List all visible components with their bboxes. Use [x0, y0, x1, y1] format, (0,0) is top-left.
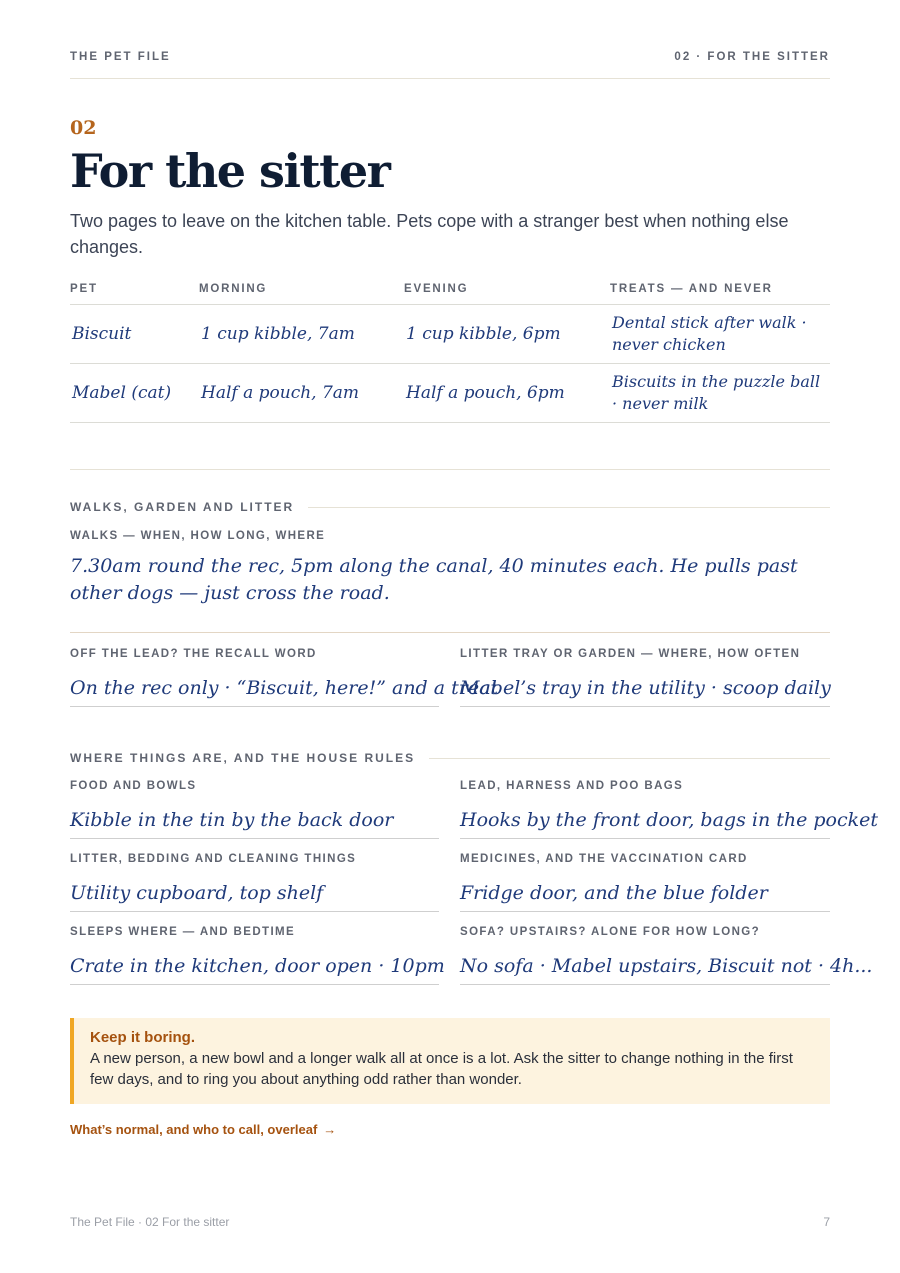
arrow-right-icon: → [323, 1122, 337, 1137]
evening-cell[interactable]: Half a pouch, 6pm [406, 383, 565, 403]
pet-name-cell[interactable]: Biscuit [72, 324, 132, 344]
litter-value: Mabel’s tray in the utility · scoop daily [460, 677, 831, 699]
bedding-label: LITTER, BEDDING AND CLEANING THINGS [70, 853, 357, 865]
lead-field[interactable] [460, 805, 879, 839]
bedding-field[interactable] [70, 878, 439, 912]
house-section-title: WHERE THINGS ARE, AND THE HOUSE RULES [70, 751, 416, 765]
sofa-value: No sofa · Mabel upstairs, Biscuit not · 4h... [460, 955, 873, 977]
column-header-evening: EVENING [404, 283, 469, 295]
lead-value: Hooks by the front door, bags in the pocket [460, 809, 879, 831]
page-number: 7 [823, 1215, 830, 1229]
table-row [70, 305, 830, 364]
heading-rule [308, 507, 830, 508]
column-header-pet: PET [70, 283, 98, 295]
house-section-heading [70, 751, 830, 765]
food-field[interactable] [70, 805, 439, 839]
callout-body: A new person, a new bowl and a longer walk all at once is a lot. Ask the sitter to change nothing in the first few days, and to ring you about anything odd rather than wonder. [90, 1050, 793, 1088]
recall-label: OFF THE LEAD? THE RECALL WORD [70, 648, 317, 660]
header-rule [70, 78, 830, 79]
running-header-left: THE PET FILE [70, 51, 171, 63]
bedding-value: Utility cupboard, top shelf [70, 882, 324, 904]
page-title: For the sitter [70, 144, 390, 198]
sleep-label: SLEEPS WHERE — AND BEDTIME [70, 926, 296, 938]
treats-cell[interactable]: Biscuits in the puzzle ball · never milk [612, 372, 821, 413]
walks-when-field[interactable]: 7.30am round the rec, 5pm along the canal, 40 minutes each. He pulls past other dogs — just cross the road. [70, 555, 798, 604]
running-header [70, 51, 830, 63]
feeding-table-header [70, 283, 830, 305]
column-header-morning: MORNING [199, 283, 268, 295]
walks-section-heading [70, 500, 830, 514]
column-header-treats: TREATS — AND NEVER [610, 283, 773, 295]
page [70, 0, 879, 1273]
running-header-right: 02 · FOR THE SITTER [674, 51, 830, 63]
overleaf-link[interactable] [70, 1122, 336, 1137]
walks-when-label: WALKS — WHEN, HOW LONG, WHERE [70, 530, 326, 542]
morning-cell[interactable]: Half a pouch, 7am [201, 383, 360, 403]
footer-title: The Pet File · 02 For the sitter [70, 1215, 230, 1229]
section-divider [70, 469, 830, 470]
treats-cell[interactable]: Dental stick after walk · never chicken [612, 313, 807, 354]
heading-rule [429, 758, 830, 759]
morning-cell[interactable]: 1 cup kibble, 7am [201, 324, 355, 344]
litter-field[interactable] [460, 673, 830, 707]
food-value: Kibble in the tin by the back door [70, 809, 394, 831]
medicine-value: Fridge door, and the blue folder [460, 882, 768, 904]
pet-name-cell[interactable]: Mabel (cat) [72, 383, 172, 403]
section-lede: Two pages to leave on the kitchen table. Pets cope with a stranger best when nothing else changes. [70, 211, 789, 257]
table-row [70, 364, 830, 423]
food-label: FOOD AND BOWLS [70, 780, 197, 792]
medicine-field[interactable] [460, 878, 830, 912]
sofa-label: SOFA? UPSTAIRS? ALONE FOR HOW LONG? [460, 926, 761, 938]
section-number: 02 [70, 117, 97, 139]
sleep-field[interactable] [70, 951, 445, 985]
walks-field-rule [70, 632, 830, 633]
overleaf-link-label: What’s normal, and who to call, overleaf [70, 1122, 318, 1137]
litter-label: LITTER TRAY OR GARDEN — WHERE, HOW OFTEN [460, 648, 801, 660]
medicine-label: MEDICINES, AND THE VACCINATION CARD [460, 853, 748, 865]
evening-cell[interactable]: 1 cup kibble, 6pm [406, 324, 561, 344]
walks-section-title: WALKS, GARDEN AND LITTER [70, 500, 295, 514]
recall-field[interactable] [70, 673, 499, 707]
tip-callout [70, 1018, 830, 1104]
callout-title: Keep it boring. [90, 1029, 195, 1046]
lead-label: LEAD, HARNESS AND POO BAGS [460, 780, 684, 792]
recall-value: On the rec only · “Biscuit, here!” and a treat [70, 677, 499, 699]
feeding-table [70, 283, 830, 423]
sleep-value: Crate in the kitchen, door open · 10pm [70, 955, 445, 977]
sofa-field[interactable] [460, 951, 873, 985]
